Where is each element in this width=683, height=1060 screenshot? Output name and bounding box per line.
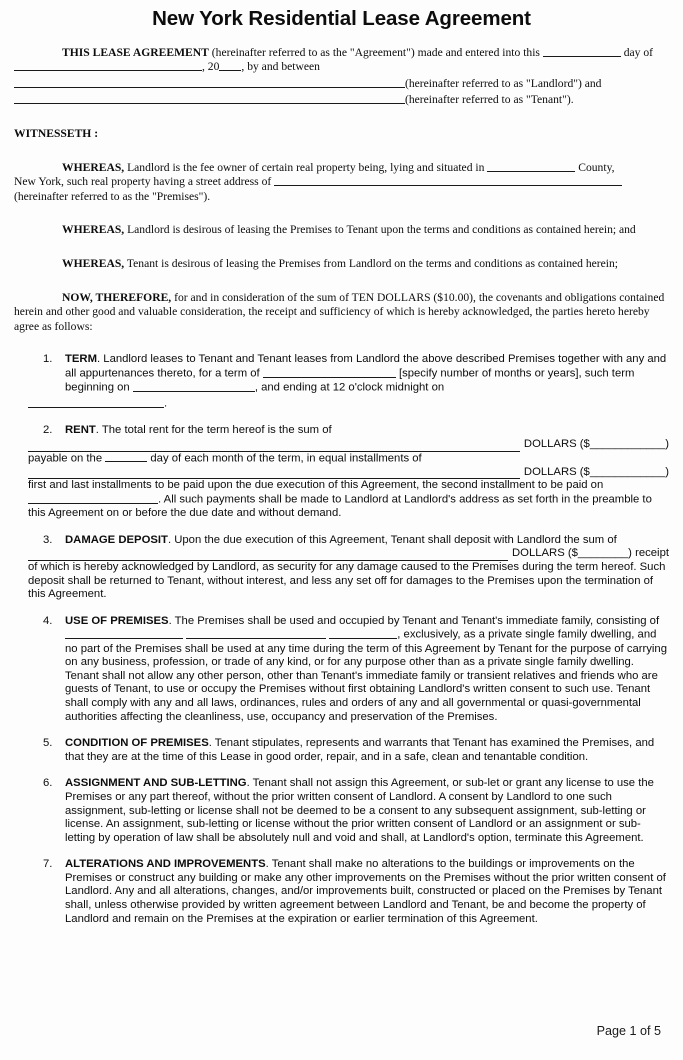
rent-installment-dollars-text: DOLLARS ($____________) xyxy=(523,465,669,478)
page-title: New York Residential Lease Agreement xyxy=(152,7,531,30)
clause-rent xyxy=(14,424,669,520)
whereas1-text-a: Landlord is the fee owner of certain real property being, lying and situated in xyxy=(124,160,488,174)
whereas1-text-b: County, xyxy=(575,160,615,174)
whereas1-bold: WHEREAS, xyxy=(62,160,125,174)
blank-landlord-name-field[interactable] xyxy=(14,77,405,88)
clause-number: 5. xyxy=(43,737,53,750)
preamble-section xyxy=(14,46,669,108)
preamble-landlord-line xyxy=(14,77,669,92)
preamble-line-2 xyxy=(14,60,669,75)
clause-body xyxy=(65,353,669,411)
clause-heading: ASSIGNMENT AND SUB-LETTING xyxy=(65,777,247,790)
blank-occupant-2-field[interactable] xyxy=(186,628,326,639)
whereas3-bold: WHEREAS, xyxy=(62,256,125,270)
clause-text-1: . Tenant shall make no alterations to the buildings or improvements on the Premises or construct any building or make any other improvements on the Premises without the prior written consent of Landlord. Any and all alterations, changes, and/or improvements built, constructed or placed on the Premises by Tenant shall, unless otherwise provided by written agreement between Landlord and Tenant, be and become the property of Landlord and remain on the Premises at the expiration or earlier termination of this Agreement. xyxy=(65,858,666,925)
whereas-clause-1 xyxy=(14,161,669,176)
preamble-text-c: , 20 xyxy=(202,60,220,74)
clause-text-4: first and last installments to be paid upon the due execution of this Agreement, the second installment to be paid on xyxy=(28,479,604,492)
clause-body xyxy=(28,533,669,602)
preamble-line-1 xyxy=(14,46,669,61)
clause-body xyxy=(65,858,669,926)
rent-total-amount-line xyxy=(28,438,669,452)
rent-total-dollars-text: DOLLARS ($____________) xyxy=(523,438,669,451)
clause-heading: DAMAGE DEPOSIT xyxy=(65,533,168,546)
clause-text-1: . Tenant stipulates, represents and warrants that Tenant has examined the Premises, and that they are at the time of this Lease in good order, repair, and in a safe, clean and tenantable condition. xyxy=(65,737,655,763)
clause-assignment-and-subletting xyxy=(14,777,669,845)
now-therefore-clause xyxy=(14,291,669,335)
blank-month-field[interactable] xyxy=(14,60,202,71)
clause-number: 7. xyxy=(43,858,53,871)
witnesseth-section xyxy=(14,127,669,334)
clause-text-3: day of each month of the term, in equal installments of xyxy=(147,452,422,465)
clause-text-4: . xyxy=(164,397,168,410)
whereas-clause-2 xyxy=(14,223,669,238)
blank-second-installment-date-field[interactable] xyxy=(28,493,158,504)
deposit-amount-line xyxy=(28,547,669,561)
clause-text-2: payable on the xyxy=(28,452,106,465)
whereas1-text-c: New York, such real property having a street address of xyxy=(14,175,275,189)
clause-body xyxy=(65,615,669,724)
clause-heading: TERM xyxy=(65,353,98,366)
rent-installment-amount-line xyxy=(28,466,669,480)
whereas3-text: Tenant is desirous of leasing the Premises from Landlord on the terms and conditions as contained herein; xyxy=(124,256,619,270)
tenant-tail-text: (hereinafter referred to as "Tenant"). xyxy=(405,93,574,107)
blank-tenant-name-field[interactable] xyxy=(14,94,405,105)
clause-alterations-and-improvements xyxy=(14,858,669,926)
clause-text-1: . Tenant shall not assign this Agreement, or sub-let or grant any license to use the Premises or any part thereof, without the prior written consent of Landlord. A consent by Landlord to one such assignment, sub-letting or license shall not be deemed to be a consent to any subsequent assignment, sub-letting or license. An assignment, sub-letting or license without the prior written consent of Landlord or an assignment or sub-letting by operation of law shall be absolutely null and void and shall, at Landlord's option, terminate this Agreement. xyxy=(65,777,654,844)
blank-street-address-field[interactable] xyxy=(274,175,622,186)
clause-text-1: . The total rent for the term hereof is the sum of xyxy=(95,424,332,437)
now-therefore-bold: NOW, THEREFORE, xyxy=(62,290,172,304)
clause-number: 1. xyxy=(43,353,53,366)
blank-term-end-field[interactable] xyxy=(28,397,164,408)
clause-heading: CONDITION OF PREMISES xyxy=(65,737,209,750)
clause-number: 3. xyxy=(43,533,53,546)
whereas2-text: Landlord is desirous of leasing the Premises to Tenant upon the terms and conditions as contained herein; and xyxy=(124,223,636,237)
deposit-dollars-text: DOLLARS ($________) receipt xyxy=(512,547,669,560)
clause-list xyxy=(14,353,669,926)
blank-deposit-words-field[interactable] xyxy=(28,548,508,561)
clause-text-3: , and ending at 12 o'clock midnight on xyxy=(254,381,445,394)
clause-text-1: . Landlord leases to Tenant and Tenant leases from Landlord the above described Premises together with any and all appurtenances thereto, for a term of xyxy=(65,353,667,380)
clause-heading: USE OF PREMISES xyxy=(65,614,169,627)
clause-body xyxy=(28,424,669,520)
preamble-text-b: day of xyxy=(620,45,654,59)
clause-damage-deposit xyxy=(14,534,669,602)
preamble-lead-bold: THIS LEASE AGREEMENT xyxy=(62,45,209,59)
whereas-clause-1-line2 xyxy=(14,175,669,190)
blank-occupant-1-field[interactable] xyxy=(65,628,183,639)
clause-condition-of-premises xyxy=(14,737,669,764)
page-footer: Page 1 of 5 xyxy=(596,1024,661,1038)
witnesseth-heading xyxy=(14,127,669,142)
clause-number: 4. xyxy=(43,614,53,627)
clause-use-of-premises xyxy=(14,615,669,724)
clause-text-1: . The Premises shall be used and occupied by Tenant and Tenant's immediate family, consisting of xyxy=(168,614,660,627)
clause-heading: RENT xyxy=(65,424,96,437)
blank-term-length-field[interactable] xyxy=(263,367,396,378)
clause-term xyxy=(14,353,669,411)
now-therefore-text: for and in consideration of the sum of TEN DOLLARS ($10.00), the covenants and obligations contained herein and other good and valuable consideration, the receipt and sufficiency of which is hereby acknowledged, the parties hereto hereby agree as follows: xyxy=(14,290,665,333)
blank-occupant-3-field[interactable] xyxy=(329,628,397,639)
blank-day-field[interactable] xyxy=(543,46,621,57)
blank-rent-installment-words-field[interactable] xyxy=(28,466,520,479)
clause-text-2: , exclusively, as a private single family dwelling, and no part of the Premises shall be used at any time during the term of this Agreement by Tenant for the purpose of carrying on any business, profession, or trade of any kind, or for any purpose other than as a private single family dwelling. Tenant shall not allow any other person, other than Tenant's immediate family or transient relatives and friends who are guests of Tenant, to use or occupy the Premises without first obtaining Landlord's written consent to such use. Tenant shall comply with any and all laws, ordinances, rules and orders of any and all governmental or quasi-governmental authorities affecting the cleanliness, use, occupancy and preservation of the Premises. xyxy=(65,628,667,723)
clause-number: 6. xyxy=(43,777,53,790)
whereas-clause-1-line3 xyxy=(14,190,669,205)
clause-text-2: [specify number of months or years], such term beginning on xyxy=(65,367,635,394)
clause-body xyxy=(65,737,669,764)
document-page xyxy=(0,7,683,1060)
clause-text-1: . Upon the due execution of this Agreement, Tenant shall deposit with Landlord the sum of xyxy=(167,533,617,546)
preamble-text-d: , by and between xyxy=(241,60,320,74)
clause-body xyxy=(65,777,669,845)
witnesseth-heading-text: WITNESSETH : xyxy=(14,126,99,140)
whereas2-bold: WHEREAS, xyxy=(62,223,125,237)
whereas-clause-3 xyxy=(14,257,669,272)
clause-number: 2. xyxy=(43,424,53,437)
blank-year-field[interactable] xyxy=(219,60,241,71)
blank-rent-total-words-field[interactable] xyxy=(28,439,520,452)
blank-county-field[interactable] xyxy=(487,161,575,172)
clause-text-5: . All such payments shall be made to Landlord at Landlord's address as set forth in the preamble to this Agreement on or before the due date and without demand. xyxy=(28,493,652,520)
landlord-tail-text: (hereinafter referred to as "Landlord") and xyxy=(405,76,602,90)
blank-rent-due-day-field[interactable] xyxy=(105,452,147,463)
blank-term-start-field[interactable] xyxy=(133,381,255,392)
clause-heading: ALTERATIONS AND IMPROVEMENTS xyxy=(65,858,266,871)
preamble-text-a: (hereinafter referred to as the "Agreement") made and entered into this xyxy=(208,45,543,59)
preamble-tenant-line xyxy=(14,93,669,108)
whereas1-text-d: (hereinafter referred to as the "Premises"). xyxy=(14,189,211,203)
clause-text-2: of which is hereby acknowledged by Landlord, as security for any damage caused to the Premises during the term hereof. Such deposit shall be returned to Tenant, without interest, and less any set off for damages to the Premises upon the termination of this Agreement. xyxy=(28,561,666,601)
